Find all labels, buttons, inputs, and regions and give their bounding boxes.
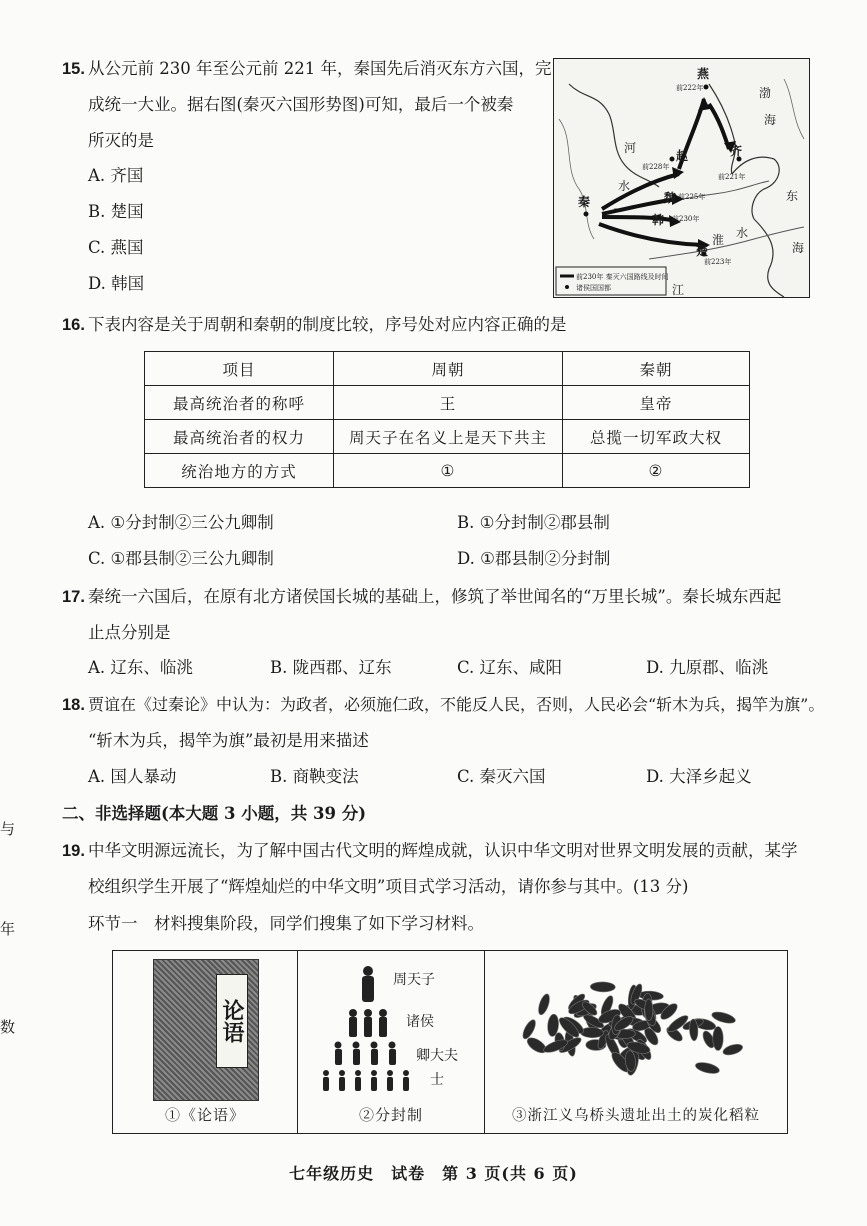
map-label-chu: 楚 <box>696 244 709 258</box>
table-row <box>145 420 750 454</box>
material-caption: ②分封制 <box>358 1106 423 1124</box>
material-cell-fengjian <box>298 951 485 1133</box>
map-label-bo: 渤 <box>759 86 772 100</box>
comparison-table <box>144 351 750 488</box>
table-cell: 王 <box>334 386 563 420</box>
table-cell: 最高统治者的权力 <box>145 420 334 454</box>
map-date-zhao: 前228年 <box>642 163 670 171</box>
material-caption: ③浙江义乌桥头遗址出土的炭化稻粒 <box>512 1108 760 1124</box>
q17-option-d[interactable]: D. 九原郡、临洮 <box>646 658 769 677</box>
materials-box <box>112 950 788 1134</box>
table-row <box>145 454 750 488</box>
table-row <box>145 352 750 386</box>
map-label-zhao: 赵 <box>676 149 689 163</box>
q16-option-d[interactable]: D. ①郡县制②分封制 <box>457 549 611 568</box>
q16-option-c[interactable]: C. ①郡县制②三公九卿制 <box>88 549 274 568</box>
map-label-hai1: 海 <box>764 113 777 127</box>
q15-stem-line1: 从公元前 230 年至公元前 221 年，秦国先后消灭东方六国，完 <box>88 59 552 78</box>
rice-grain <box>590 982 615 992</box>
rice-grain <box>580 1027 604 1038</box>
map-label-huai: 淮 <box>712 233 725 247</box>
q16-stem: 下表内容是关于周朝和秦朝的制度比较，序号处对应内容正确的是 <box>88 315 567 334</box>
lunyu-book-image <box>153 959 259 1101</box>
material-cell-rice <box>485 951 787 1133</box>
pyramid-label-zhuhou: 诸侯 <box>406 1014 434 1030</box>
material-caption: ①《论语》 <box>164 1106 245 1124</box>
map-label-han: 韩 <box>652 213 665 227</box>
q16-number: 16. <box>62 316 85 334</box>
rice-grain <box>694 1060 720 1075</box>
carbonized-rice-image <box>507 969 767 1089</box>
map-date-han: 前230年 <box>672 215 700 223</box>
q18-number: 18. <box>62 696 85 714</box>
map-label-yan: 燕 <box>697 67 710 81</box>
q18-stem-line1: 贾谊在《过秦论》中认为：为政者，必须施仁政，不能反人民，否则，人民必会“斩木为兵，揭竿为旗”。 <box>88 695 825 714</box>
rice-grain <box>520 1018 538 1041</box>
section-heading: 二、非选择题(本大题 3 小题，共 39 分) <box>62 804 367 823</box>
table-row <box>145 386 750 420</box>
rice-grain <box>525 1035 549 1056</box>
table-cell: ① <box>334 454 563 488</box>
table-header-cell: 周朝 <box>334 352 563 386</box>
q18-option-b[interactable]: B. 商鞅变法 <box>270 767 359 786</box>
map-date-qi: 前221年 <box>718 173 746 181</box>
map-label-dong: 东 <box>786 189 799 203</box>
q15-stem-line3: 所灭的是 <box>88 131 154 150</box>
rice-grain <box>645 999 654 1021</box>
table-cell: 皇帝 <box>563 386 750 420</box>
q19-stem-line1: 中华文明源远流长，为了解中国古代文明的辉煌成就，认识中华文明对世界文明发展的贡献，某学 <box>88 841 798 860</box>
pyramid-label-tianzi: 周天子 <box>393 972 435 988</box>
table-cell: 总揽一切军政大权 <box>563 420 750 454</box>
margin-char: 年 <box>0 920 16 938</box>
q17-number: 17. <box>62 588 85 606</box>
q17-option-b[interactable]: B. 陇西郡、辽东 <box>270 658 392 677</box>
q17-option-c[interactable]: C. 辽东、咸阳 <box>457 658 563 677</box>
map-label-shui2: 水 <box>736 226 749 240</box>
q18-stem-line2: “斩木为兵，揭竿为旗”最初是用来描述 <box>88 731 369 750</box>
map-label-qin: 秦 <box>578 195 591 209</box>
q18-option-c[interactable]: C. 秦灭六国 <box>457 767 546 786</box>
margin-char: 与 <box>0 820 16 838</box>
table-cell: 统治地方的方式 <box>145 454 334 488</box>
map-legend-capital: 诸侯国国都 <box>576 284 611 292</box>
map-label-shui1: 水 <box>618 179 631 193</box>
page-footer: 七年级历史 试卷 第 3 页(共 6 页) <box>289 1164 578 1183</box>
table-header-cell: 项目 <box>145 352 334 386</box>
q19-number: 19. <box>62 842 85 860</box>
map-date-chu: 前223年 <box>704 258 732 266</box>
q16-option-a[interactable]: A. ①分封制②三公九卿制 <box>88 513 274 532</box>
q18-option-d[interactable]: D. 大泽乡起义 <box>646 767 752 786</box>
q15-stem-line2: 成统一大业。据右图(秦灭六国形势图)可知，最后一个被秦 <box>88 95 514 114</box>
table-cell: 最高统治者的称呼 <box>145 386 334 420</box>
q17-stem-line1: 秦统一六国后，在原有北方诸侯国长城的基础上，修筑了举世闻名的“万里长城”。秦长城东西起 <box>88 587 782 606</box>
rice-grain <box>711 1010 737 1026</box>
q17-option-a[interactable]: A. 辽东、临洮 <box>88 658 193 677</box>
map-date-wei: 前225年 <box>678 193 706 201</box>
qin-unification-map <box>553 58 810 298</box>
map-label-qi: 齐 <box>730 144 743 158</box>
map-label-he: 河 <box>624 141 637 155</box>
rice-grain <box>536 993 551 1016</box>
map-label-hai2: 海 <box>792 241 805 255</box>
q15-option-c[interactable]: C. 燕国 <box>88 238 144 257</box>
margin-char: 数 <box>0 1018 16 1036</box>
map-date-yan: 前222年 <box>676 84 704 92</box>
q19-stem-line2: 校组织学生开展了“辉煌灿烂的中华文明”项目式学习活动，请你参与其中。(13 分) <box>88 877 689 896</box>
q15-option-d[interactable]: D. 韩国 <box>88 274 145 293</box>
map-label-jiang: 江 <box>672 283 685 297</box>
material-cell-lunyu <box>113 951 298 1133</box>
book-title: 论语 <box>216 974 248 1068</box>
q15-option-b[interactable]: B. 楚国 <box>88 202 144 221</box>
q15-number: 15. <box>62 60 85 78</box>
table-header-cell: 秦朝 <box>563 352 750 386</box>
rice-grain <box>713 1027 723 1051</box>
q18-option-a[interactable]: A. 国人暴动 <box>88 767 177 786</box>
q17-stem-line2: 止点分别是 <box>88 623 171 642</box>
q16-option-b[interactable]: B. ①分封制②郡县制 <box>457 513 610 532</box>
map-legend-route: 前230年 秦灭六国路线及时间 <box>576 273 669 281</box>
pyramid-label-shi: 士 <box>430 1072 444 1088</box>
q15-option-a[interactable]: A. 齐国 <box>88 166 144 185</box>
q19-step1: 环节一 材料搜集阶段，同学们搜集了如下学习材料。 <box>88 914 484 933</box>
rice-grain <box>722 1042 744 1057</box>
map-label-wei: 魏 <box>664 191 677 205</box>
pyramid-label-qingdafu: 卿大夫 <box>416 1048 458 1064</box>
table-cell: ② <box>563 454 750 488</box>
table-cell: 周天子在名义上是天下共主 <box>334 420 563 454</box>
